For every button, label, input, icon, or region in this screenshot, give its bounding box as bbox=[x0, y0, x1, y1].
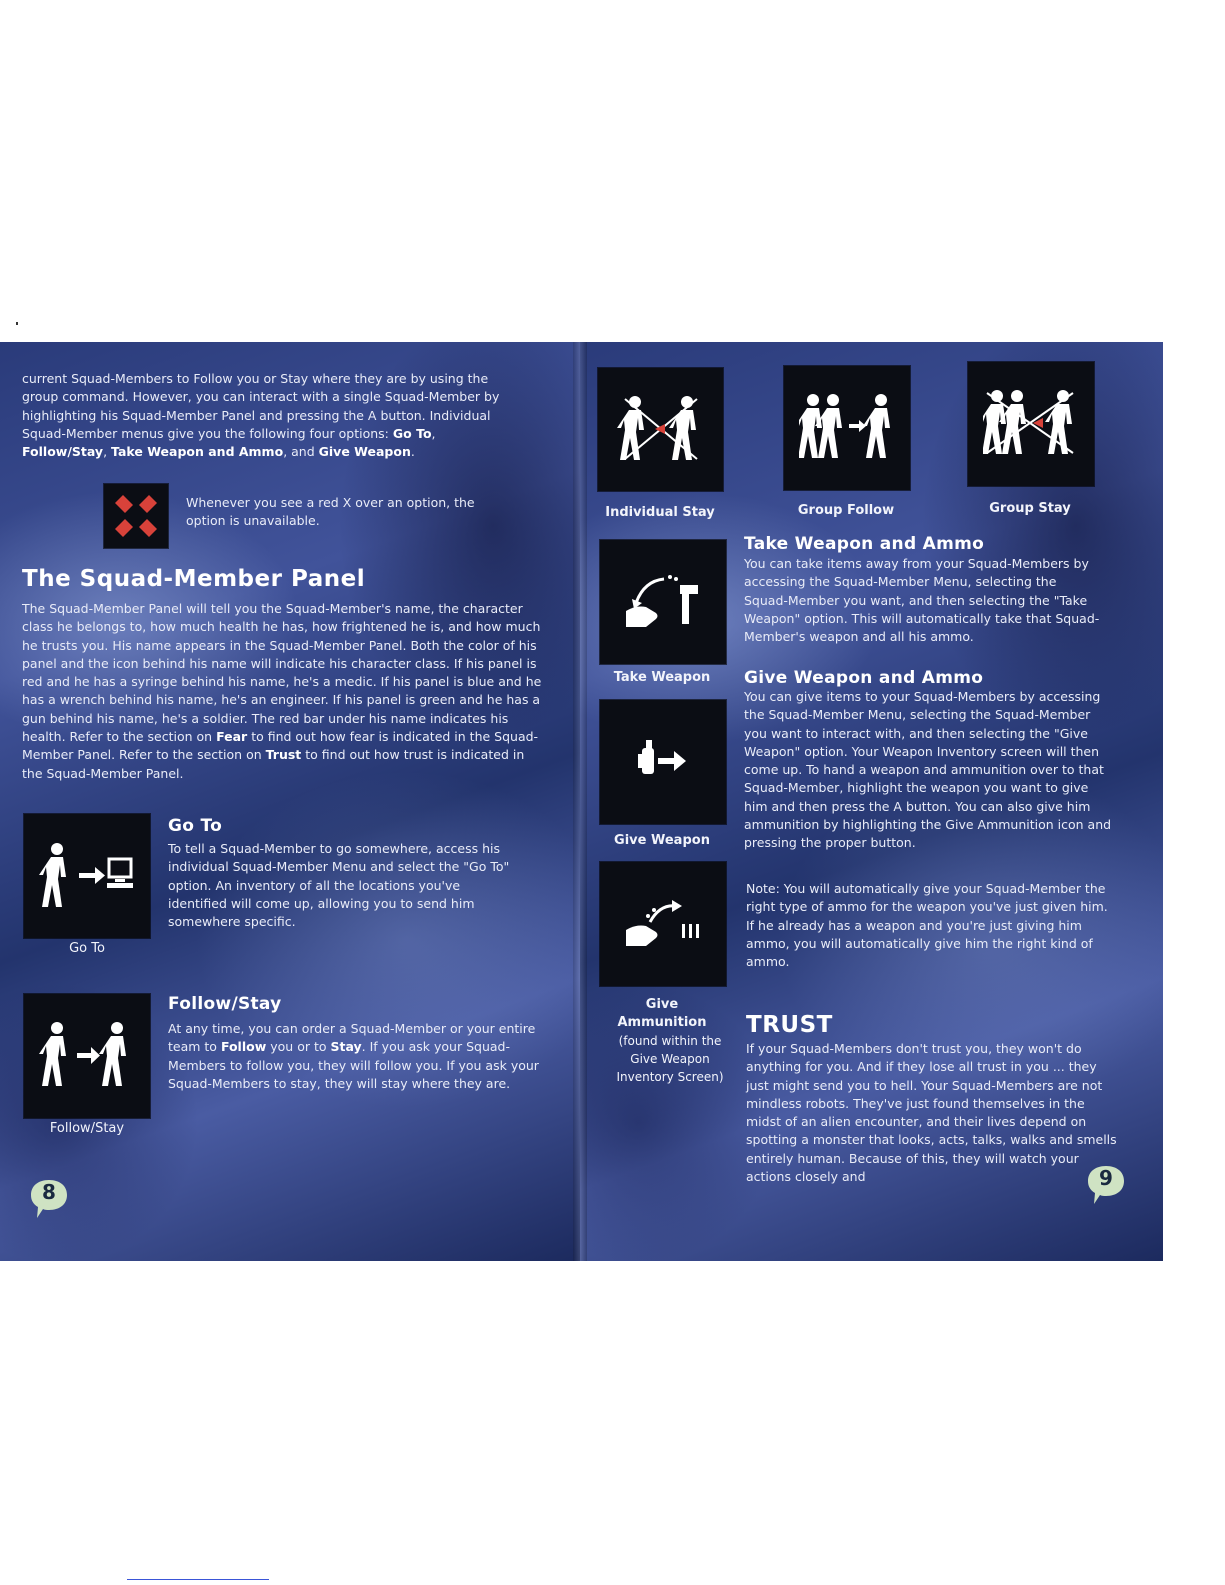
give-ammunition-icon bbox=[600, 862, 726, 986]
individual-stay-caption: Individual Stay bbox=[605, 505, 715, 520]
option-give-weapon: Give Weapon bbox=[318, 444, 411, 460]
follow-stay-caption: Follow/Stay bbox=[49, 1121, 125, 1136]
intro-paragraph: current Squad-Members to Follow you or Stay where they are by using the group command. However, you can interact with a single Squad-Member by highlighting his Squad-Member Panel and pressing the A button. Individual Squad-Member menus give you the following four options: Go To, Follow/Stay, Take Weapon and Ammo, and Give Weapon. bbox=[22, 371, 500, 460]
go-to-caption: Go To bbox=[69, 941, 105, 956]
left-page bbox=[0, 342, 580, 1261]
page-number-badge: 8 bbox=[29, 1178, 69, 1212]
go-to-icon bbox=[24, 814, 150, 938]
go-to-paragraph: To tell a Squad-Member to go somewhere, access his individual Squad-Member Menu and select the "Go To" option. An inventory of all the locations you've identified will come up, allowing you to send him somewhere specific. bbox=[168, 841, 510, 930]
scan-mark bbox=[16, 322, 18, 325]
group-stay-icon bbox=[968, 362, 1094, 486]
group-follow-icon bbox=[784, 366, 910, 490]
group-follow-caption: Group Follow bbox=[797, 503, 895, 518]
give-weapon-heading: Give Weapon and Ammo bbox=[744, 668, 984, 688]
give-ammunition-caption-note: (found within the Give Weapon Inventory Screen) bbox=[616, 1034, 724, 1084]
go-to-heading: Go To bbox=[168, 816, 223, 836]
give-ammunition-caption-title: Give Ammunition bbox=[617, 997, 707, 1030]
trust-paragraph: If your Squad-Members don't trust you, they won't do anything for you. And if they lose all trust in you ... they just might send you to hell. Your Squad-Members are not mindless robots. They've just found themselves in the midst of an alien encounter, and their lives depend on spotting a monster that looks, acts, talks, walks and smells entirely human. Because of this, they will watch your actions closely and bbox=[746, 1041, 1117, 1185]
note-paragraph: Note: You will automatically give your Squad-Member the right type of ammo for the weapon you've just given him. If he already has a weapon and you're just giving him ammo, you will automatically give him the right kind of ammo. bbox=[746, 881, 1108, 970]
follow-stay-heading: Follow/Stay bbox=[168, 994, 282, 1014]
right-page bbox=[580, 342, 1163, 1261]
option-go-to: Go To bbox=[392, 425, 432, 441]
page-gutter bbox=[573, 342, 587, 1261]
follow-stay-icon bbox=[24, 994, 150, 1118]
give-weapon-icon bbox=[600, 700, 726, 824]
give-weapon-paragraph: You can give items to your Squad-Members by accessing the Squad-Member Menu, selecting the Squad-Member you want to interact with, and then selecting the "Give Weapon" option. Your Weapon Inventory screen will then come up. To hand a weapon and ammunition over to that Squad-Member, highlight the weapon you want to give him and then press the A button. You can also give him ammunition by highlighting the Give Ammunition icon and pressing the proper button. bbox=[744, 689, 1112, 851]
individual-stay-icon bbox=[598, 368, 723, 491]
give-weapon-caption: Give Weapon bbox=[614, 833, 710, 848]
follow-stay-paragraph: At any time, you can order a Squad-Member or your entire team to Follow you or to Stay. If you ask your Squad-Members to follow you, they will follow you. If you ask your Squad-Members to stay, they will stay where they are. bbox=[168, 1021, 539, 1091]
panel-heading: The Squad-Member Panel bbox=[22, 566, 366, 592]
scan-underline bbox=[127, 1579, 269, 1580]
take-weapon-caption: Take Weapon bbox=[613, 670, 711, 685]
trust-heading: TRUST bbox=[746, 1012, 833, 1038]
take-weapon-paragraph: You can take items away from your Squad-Members by accessing the Squad-Member Menu, selecting the Squad-Member you want, and then selecting the "Take Weapon" option. This will automatically take that Squad-Member's weapon and all his ammo. bbox=[744, 556, 1100, 645]
take-weapon-heading: Take Weapon and Ammo bbox=[744, 534, 985, 554]
red-x-icon bbox=[104, 484, 168, 548]
option-take-weapon: Take Weapon and Ammo bbox=[111, 444, 284, 460]
group-stay-caption: Group Stay bbox=[989, 501, 1071, 516]
option-follow-stay: Follow/Stay bbox=[22, 444, 104, 460]
panel-paragraph: The Squad-Member Panel will tell you the Squad-Member's name, the character class he belongs to, how much health he has, how frightened he is, and how much he trusts you. His name appears in the Squad-Member Panel. Both the color of his panel and the icon behind his name will indicate his character class. If his panel is red and he has a syringe behind his name, he's a medic. If his panel is blue and he has a wrench behind his name, he's an engineer. If his panel is green and he has a gun behind his name, he's a soldier. The red bar under his name indicates his health. Refer to the section on Fear to find out how fear is indicated in the Squad-Member Panel. Refer to the section on Trust to find out how trust is indicated in the Squad-Member Panel. bbox=[22, 601, 542, 781]
take-weapon-icon bbox=[600, 540, 726, 664]
unavailable-note: Whenever you see a red X over an option, the option is unavailable. bbox=[186, 495, 475, 529]
page-number-badge: 9 bbox=[1086, 1164, 1126, 1198]
manual-spread bbox=[0, 342, 1163, 1261]
